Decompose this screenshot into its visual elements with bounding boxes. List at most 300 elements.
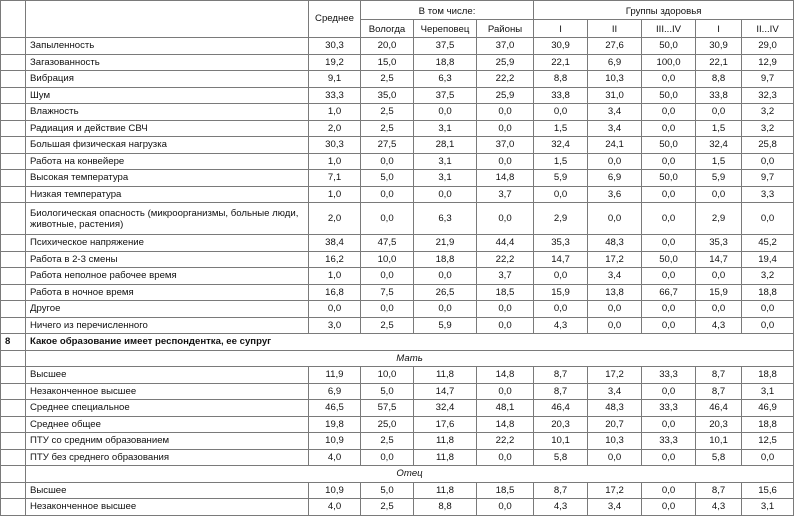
value-cell: 26,5: [414, 284, 477, 301]
row-num-cell: [1, 104, 26, 121]
row-label: Высшее: [26, 482, 309, 499]
value-cell: 7,1: [309, 170, 361, 187]
row-label: Радиация и действие СВЧ: [26, 120, 309, 137]
row-label: Психическое напряжение: [26, 235, 309, 252]
value-cell: 25,8: [742, 137, 794, 154]
table-row: [1, 203, 794, 235]
table-row: [1, 268, 794, 285]
section-row: [1, 334, 794, 351]
value-cell: 2,0: [309, 203, 361, 235]
value-cell: 3,7: [477, 268, 534, 285]
section-title: Какое образование имеет респондентка, ее супруг: [26, 334, 794, 351]
row-label: Работа неполное рабочее время: [26, 268, 309, 285]
value-cell: 11,8: [414, 433, 477, 450]
value-cell: 1,5: [696, 120, 742, 137]
value-cell: 0,0: [414, 186, 477, 203]
value-cell: 11,9: [309, 367, 361, 384]
value-cell: 18,5: [477, 284, 534, 301]
value-cell: 0,0: [534, 268, 588, 285]
value-cell: 3,4: [588, 120, 642, 137]
value-cell: 14,8: [477, 170, 534, 187]
value-cell: 28,1: [414, 137, 477, 154]
row-num-cell: [1, 433, 26, 450]
value-cell: 57,5: [361, 400, 414, 417]
row-num-cell: [1, 251, 26, 268]
value-cell: 38,4: [309, 235, 361, 252]
value-cell: 16,8: [309, 284, 361, 301]
value-cell: 13,8: [588, 284, 642, 301]
row-num-cell: [1, 416, 26, 433]
value-cell: 0,0: [642, 235, 696, 252]
table-row: [1, 104, 794, 121]
row-label: Загазованность: [26, 54, 309, 71]
value-cell: 3,7: [477, 186, 534, 203]
value-cell: 5,9: [696, 170, 742, 187]
row-num-cell: [1, 235, 26, 252]
value-cell: 10,0: [361, 251, 414, 268]
value-cell: 0,0: [642, 71, 696, 88]
value-cell: 0,0: [696, 186, 742, 203]
section-number: 8: [1, 334, 26, 351]
value-cell: 0,0: [642, 317, 696, 334]
row-label: Большая физическая нагрузка: [26, 137, 309, 154]
row-num-cell: [1, 466, 26, 483]
row-label: Вибрация: [26, 71, 309, 88]
value-cell: 8,7: [696, 383, 742, 400]
value-cell: 2,5: [361, 499, 414, 516]
value-cell: 5,8: [534, 449, 588, 466]
value-cell: 46,9: [742, 400, 794, 417]
value-cell: 3,1: [414, 153, 477, 170]
value-cell: 0,0: [696, 268, 742, 285]
value-cell: 0,0: [414, 104, 477, 121]
table-row: [1, 400, 794, 417]
value-cell: 11,8: [414, 449, 477, 466]
value-cell: 0,0: [361, 153, 414, 170]
value-cell: 3,1: [414, 170, 477, 187]
row-label: Другое: [26, 301, 309, 318]
value-cell: 22,1: [534, 54, 588, 71]
value-cell: 5,9: [534, 170, 588, 187]
row-num-cell: [1, 137, 26, 154]
value-cell: 0,0: [361, 186, 414, 203]
value-cell: 0,0: [642, 499, 696, 516]
table-row: [1, 235, 794, 252]
value-cell: 19,8: [309, 416, 361, 433]
table-row: [1, 449, 794, 466]
value-cell: 25,0: [361, 416, 414, 433]
table-row: [1, 120, 794, 137]
value-cell: 48,1: [477, 400, 534, 417]
value-cell: 37,5: [414, 87, 477, 104]
value-cell: 0,0: [477, 203, 534, 235]
value-cell: 22,2: [477, 251, 534, 268]
value-cell: 2,5: [361, 104, 414, 121]
row-num-cell: [1, 87, 26, 104]
value-cell: 3,4: [588, 268, 642, 285]
value-cell: 0,0: [477, 383, 534, 400]
row-num-cell: [1, 38, 26, 55]
value-cell: 8,7: [696, 482, 742, 499]
row-num-cell: [1, 383, 26, 400]
value-cell: 19,4: [742, 251, 794, 268]
value-cell: 0,0: [642, 383, 696, 400]
value-cell: 0,0: [477, 301, 534, 318]
value-cell: 20,0: [361, 38, 414, 55]
value-cell: 3,0: [309, 317, 361, 334]
value-cell: 30,9: [534, 38, 588, 55]
value-cell: 100,0: [642, 54, 696, 71]
row-label: Незаконченное высшее: [26, 383, 309, 400]
value-cell: 16,2: [309, 251, 361, 268]
table-row: [1, 416, 794, 433]
table-row: [1, 383, 794, 400]
value-cell: 0,0: [477, 317, 534, 334]
row-num-cell: [1, 268, 26, 285]
table-row: [1, 153, 794, 170]
value-cell: 0,0: [696, 301, 742, 318]
row-label: Работа в 2-3 смены: [26, 251, 309, 268]
value-cell: 12,5: [742, 433, 794, 450]
row-label: Высокая температура: [26, 170, 309, 187]
value-cell: 22,2: [477, 433, 534, 450]
value-cell: 0,0: [534, 186, 588, 203]
value-cell: 8,7: [696, 367, 742, 384]
value-cell: 48,3: [588, 235, 642, 252]
row-num-cell: [1, 449, 26, 466]
table-row: [1, 367, 794, 384]
value-cell: 37,0: [477, 38, 534, 55]
subsection-row: [1, 466, 794, 483]
value-cell: 3,4: [588, 499, 642, 516]
header-health-3: III...IV: [642, 19, 696, 38]
value-cell: 15,9: [534, 284, 588, 301]
value-cell: 0,0: [477, 120, 534, 137]
row-label: ПТУ без среднего образования: [26, 449, 309, 466]
value-cell: 30,3: [309, 38, 361, 55]
value-cell: 45,2: [742, 235, 794, 252]
value-cell: 3,1: [742, 383, 794, 400]
value-cell: 37,5: [414, 38, 477, 55]
header-health-4: I: [696, 19, 742, 38]
value-cell: 2,9: [696, 203, 742, 235]
value-cell: 0,0: [588, 449, 642, 466]
value-cell: 0,0: [642, 104, 696, 121]
row-label: Работа в ночное время: [26, 284, 309, 301]
table-row: [1, 317, 794, 334]
value-cell: 0,0: [642, 301, 696, 318]
row-label: Среднее специальное: [26, 400, 309, 417]
value-cell: 30,9: [696, 38, 742, 55]
value-cell: 1,0: [309, 104, 361, 121]
value-cell: 5,0: [361, 170, 414, 187]
value-cell: 3,3: [742, 186, 794, 203]
value-cell: 0,0: [742, 317, 794, 334]
value-cell: 20,7: [588, 416, 642, 433]
row-label: Запыленность: [26, 38, 309, 55]
value-cell: 46,4: [534, 400, 588, 417]
value-cell: 46,4: [696, 400, 742, 417]
value-cell: 0,0: [642, 203, 696, 235]
table-row: [1, 482, 794, 499]
value-cell: 21,9: [414, 235, 477, 252]
value-cell: 11,8: [414, 367, 477, 384]
value-cell: 10,9: [309, 482, 361, 499]
value-cell: 0,0: [534, 104, 588, 121]
header-cherepovets: Череповец: [414, 19, 477, 38]
header-group-health: Группы здоровья: [534, 1, 794, 20]
row-num-cell: [1, 170, 26, 187]
row-label: Работа на конвейере: [26, 153, 309, 170]
header-rayony: Районы: [477, 19, 534, 38]
value-cell: 2,5: [361, 433, 414, 450]
row-num-cell: [1, 186, 26, 203]
table-row: [1, 301, 794, 318]
value-cell: 32,4: [414, 400, 477, 417]
value-cell: 0,0: [642, 449, 696, 466]
value-cell: 3,2: [742, 268, 794, 285]
header-health-2: II: [588, 19, 642, 38]
row-num-cell: [1, 482, 26, 499]
value-cell: 5,9: [414, 317, 477, 334]
header-health-1: I: [534, 19, 588, 38]
value-cell: 12,9: [742, 54, 794, 71]
row-label: Среднее общее: [26, 416, 309, 433]
value-cell: 2,5: [361, 71, 414, 88]
value-cell: 50,0: [642, 251, 696, 268]
subsection-father: Отец: [26, 466, 794, 483]
value-cell: 1,5: [534, 153, 588, 170]
value-cell: 14,7: [696, 251, 742, 268]
row-label: Высшее: [26, 367, 309, 384]
value-cell: 10,1: [534, 433, 588, 450]
value-cell: 17,6: [414, 416, 477, 433]
value-cell: 0,0: [414, 301, 477, 318]
value-cell: 1,0: [309, 153, 361, 170]
value-cell: 6,9: [309, 383, 361, 400]
value-cell: 35,3: [696, 235, 742, 252]
value-cell: 1,0: [309, 268, 361, 285]
row-label: Незаконченное высшее: [26, 499, 309, 516]
value-cell: 29,0: [742, 38, 794, 55]
value-cell: 18,8: [414, 251, 477, 268]
row-label: Шум: [26, 87, 309, 104]
value-cell: 10,1: [696, 433, 742, 450]
value-cell: 14,7: [414, 383, 477, 400]
value-cell: 66,7: [642, 284, 696, 301]
header-vologda: Вологда: [361, 19, 414, 38]
value-cell: 5,0: [361, 383, 414, 400]
value-cell: 3,6: [588, 186, 642, 203]
header-group-incl: В том числе:: [361, 1, 534, 20]
value-cell: 50,0: [642, 170, 696, 187]
value-cell: 4,0: [309, 499, 361, 516]
value-cell: 18,8: [414, 54, 477, 71]
row-num-cell: [1, 367, 26, 384]
value-cell: 0,0: [361, 268, 414, 285]
row-label: Низкая температура: [26, 186, 309, 203]
table-row: [1, 54, 794, 71]
value-cell: 0,0: [477, 499, 534, 516]
value-cell: 0,0: [742, 301, 794, 318]
value-cell: 48,3: [588, 400, 642, 417]
row-num-cell: [1, 54, 26, 71]
value-cell: 35,3: [534, 235, 588, 252]
value-cell: 50,0: [642, 137, 696, 154]
value-cell: 22,1: [696, 54, 742, 71]
table-row: [1, 499, 794, 516]
value-cell: 3,2: [742, 104, 794, 121]
value-cell: 3,4: [588, 383, 642, 400]
value-cell: 27,5: [361, 137, 414, 154]
value-cell: 18,5: [477, 482, 534, 499]
value-cell: 18,8: [742, 284, 794, 301]
value-cell: 33,3: [642, 433, 696, 450]
value-cell: 17,2: [588, 251, 642, 268]
header-num-blank: [1, 1, 26, 38]
value-cell: 0,0: [642, 416, 696, 433]
header-label-blank: [26, 1, 309, 38]
row-num-cell: [1, 71, 26, 88]
value-cell: 0,0: [477, 153, 534, 170]
value-cell: 17,2: [588, 482, 642, 499]
value-cell: 3,1: [742, 499, 794, 516]
value-cell: 17,2: [588, 367, 642, 384]
row-num-cell: [1, 400, 26, 417]
value-cell: 30,3: [309, 137, 361, 154]
value-cell: 6,9: [588, 54, 642, 71]
value-cell: 10,3: [588, 433, 642, 450]
value-cell: 0,0: [361, 449, 414, 466]
value-cell: 25,9: [477, 87, 534, 104]
value-cell: 20,3: [696, 416, 742, 433]
value-cell: 2,5: [361, 120, 414, 137]
value-cell: 9,7: [742, 170, 794, 187]
value-cell: 33,3: [642, 400, 696, 417]
value-cell: 35,0: [361, 87, 414, 104]
value-cell: 10,9: [309, 433, 361, 450]
value-cell: 0,0: [534, 301, 588, 318]
subsection-mother: Мать: [26, 350, 794, 367]
value-cell: 9,7: [742, 71, 794, 88]
value-cell: 22,2: [477, 71, 534, 88]
value-cell: 33,3: [642, 367, 696, 384]
value-cell: 6,9: [588, 170, 642, 187]
value-cell: 0,0: [588, 153, 642, 170]
value-cell: 33,3: [309, 87, 361, 104]
table-row: [1, 433, 794, 450]
value-cell: 31,0: [588, 87, 642, 104]
value-cell: 4,3: [534, 499, 588, 516]
value-cell: 0,0: [477, 449, 534, 466]
row-num-cell: [1, 153, 26, 170]
value-cell: 11,8: [414, 482, 477, 499]
header-health-5: II...IV: [742, 19, 794, 38]
value-cell: 8,7: [534, 482, 588, 499]
value-cell: 4,3: [696, 499, 742, 516]
value-cell: 2,9: [534, 203, 588, 235]
value-cell: 19,2: [309, 54, 361, 71]
value-cell: 46,5: [309, 400, 361, 417]
value-cell: 8,8: [696, 71, 742, 88]
value-cell: 18,8: [742, 416, 794, 433]
value-cell: 0,0: [588, 203, 642, 235]
value-cell: 6,3: [414, 203, 477, 235]
value-cell: 1,0: [309, 186, 361, 203]
row-num-cell: [1, 284, 26, 301]
table-row: [1, 186, 794, 203]
value-cell: 1,5: [696, 153, 742, 170]
value-cell: 8,8: [534, 71, 588, 88]
value-cell: 33,8: [696, 87, 742, 104]
value-cell: 6,3: [414, 71, 477, 88]
value-cell: 8,7: [534, 367, 588, 384]
value-cell: 4,0: [309, 449, 361, 466]
value-cell: 32,4: [696, 137, 742, 154]
value-cell: 0,0: [742, 449, 794, 466]
value-cell: 44,4: [477, 235, 534, 252]
value-cell: 4,3: [696, 317, 742, 334]
row-label: Биологическая опасность (микроорганизмы, больные люди, животные, растения): [26, 203, 309, 235]
row-num-cell: [1, 350, 26, 367]
value-cell: 0,0: [696, 104, 742, 121]
value-cell: 8,8: [414, 499, 477, 516]
value-cell: 25,9: [477, 54, 534, 71]
table-row: [1, 170, 794, 187]
value-cell: 47,5: [361, 235, 414, 252]
row-label: Влажность: [26, 104, 309, 121]
value-cell: 3,1: [414, 120, 477, 137]
value-cell: 15,6: [742, 482, 794, 499]
value-cell: 0,0: [642, 153, 696, 170]
value-cell: 0,0: [642, 482, 696, 499]
value-cell: 32,3: [742, 87, 794, 104]
value-cell: 32,4: [534, 137, 588, 154]
table-row: [1, 137, 794, 154]
table-row: [1, 87, 794, 104]
table-row: [1, 284, 794, 301]
value-cell: 2,0: [309, 120, 361, 137]
value-cell: 27,6: [588, 38, 642, 55]
value-cell: 10,0: [361, 367, 414, 384]
value-cell: 14,8: [477, 367, 534, 384]
value-cell: 0,0: [742, 153, 794, 170]
row-num-cell: [1, 317, 26, 334]
value-cell: 0,0: [642, 186, 696, 203]
value-cell: 0,0: [742, 203, 794, 235]
header-average: Среднее: [309, 1, 361, 38]
value-cell: 20,3: [534, 416, 588, 433]
value-cell: 14,8: [477, 416, 534, 433]
value-cell: 0,0: [588, 301, 642, 318]
table-row: [1, 251, 794, 268]
value-cell: 2,5: [361, 317, 414, 334]
value-cell: 0,0: [309, 301, 361, 318]
value-cell: 8,7: [534, 383, 588, 400]
value-cell: 9,1: [309, 71, 361, 88]
row-label: Ничего из перечисленного: [26, 317, 309, 334]
subsection-row: [1, 350, 794, 367]
row-num-cell: [1, 301, 26, 318]
value-cell: 37,0: [477, 137, 534, 154]
value-cell: 5,0: [361, 482, 414, 499]
row-num-cell: [1, 499, 26, 516]
value-cell: 7,5: [361, 284, 414, 301]
value-cell: 3,4: [588, 104, 642, 121]
value-cell: 0,0: [361, 203, 414, 235]
value-cell: 50,0: [642, 87, 696, 104]
value-cell: 33,8: [534, 87, 588, 104]
